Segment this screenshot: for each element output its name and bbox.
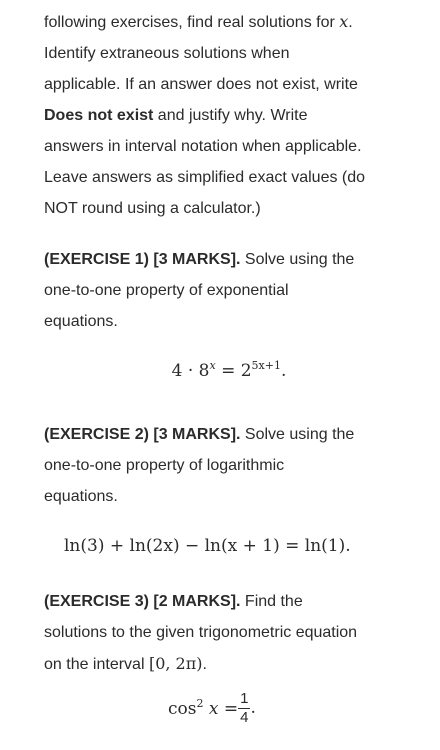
intro-line-1b: . [348, 14, 353, 31]
eq1-end: . [280, 361, 287, 381]
exercise-2-text-c: equations. [44, 488, 118, 505]
exercise-3-text-c-end: . [202, 656, 207, 673]
intro-line-5: answers in interval notation when applicable. [44, 138, 362, 155]
intro-line-3: applicable. If an answer does not exist, write [44, 76, 358, 93]
problem-text [44, 6, 414, 750]
exercise-3-text-c: on the interval [44, 656, 149, 673]
eq3-exponent: 2 [196, 696, 204, 710]
exercise-1-heading: (EXERCISE 1) [3 MARKS]. [44, 251, 241, 268]
intro-line-2: Identify extraneous solutions when [44, 45, 290, 62]
variable-x: x [339, 12, 349, 31]
exercise-1-text-a: Solve using the [240, 251, 355, 268]
exercise-3-heading: (EXERCISE 3) [2 MARKS]. [44, 593, 241, 610]
eq1-lhs: 4 · 8 [171, 361, 210, 381]
does-not-exist-text: Does not exist [44, 107, 154, 124]
exercise-3-prompt [44, 586, 414, 680]
eq1-lhs-exponent: x [209, 359, 216, 372]
instructions-paragraph [44, 6, 414, 224]
intro-line-1a: following exercises, find real solutions for [44, 14, 340, 31]
exercise-2-heading: (EXERCISE 2) [3 MARKS]. [44, 426, 241, 443]
exercise-1-prompt [44, 244, 414, 337]
eq3-variable: x = [203, 698, 239, 719]
eq3-cos: cos [168, 698, 197, 719]
eq3-end: . [250, 698, 256, 718]
exercise-2-text-a: Solve using the [240, 426, 355, 443]
eq1-rhs-exponent: 5x+1 [251, 359, 281, 372]
eq3-lhs [168, 696, 239, 719]
eq3-numerator: 1 [240, 690, 249, 707]
eq1-mid: = 2 [215, 361, 252, 381]
exercise-3-equation [44, 690, 414, 750]
exercise-1-equation [44, 351, 414, 391]
exercise-2-equation: ln(3) + ln(2x) − ln(x + 1) = ln(1). [64, 536, 351, 556]
exercise-3-text-a: Find the [240, 593, 303, 610]
eq3-fraction [238, 690, 250, 727]
intro-line-6: Leave answers as simplified exact values (do [44, 169, 366, 186]
intro-line-4b: and justify why. Write [153, 107, 308, 124]
interval: [0, 2π) [148, 654, 203, 673]
eq3-denominator: 4 [240, 709, 249, 726]
exercise-2-text-b: one-to-one property of logarithmic [44, 457, 285, 474]
exercise-2-prompt [44, 419, 414, 512]
exercise-1-text-c: equations. [44, 313, 118, 330]
exercise-3-text-b: solutions to the given trigonometric equation [44, 624, 358, 641]
intro-line-7: NOT round using a calculator.) [44, 200, 261, 217]
exercise-1-text-b: one-to-one property of exponential [44, 282, 289, 299]
